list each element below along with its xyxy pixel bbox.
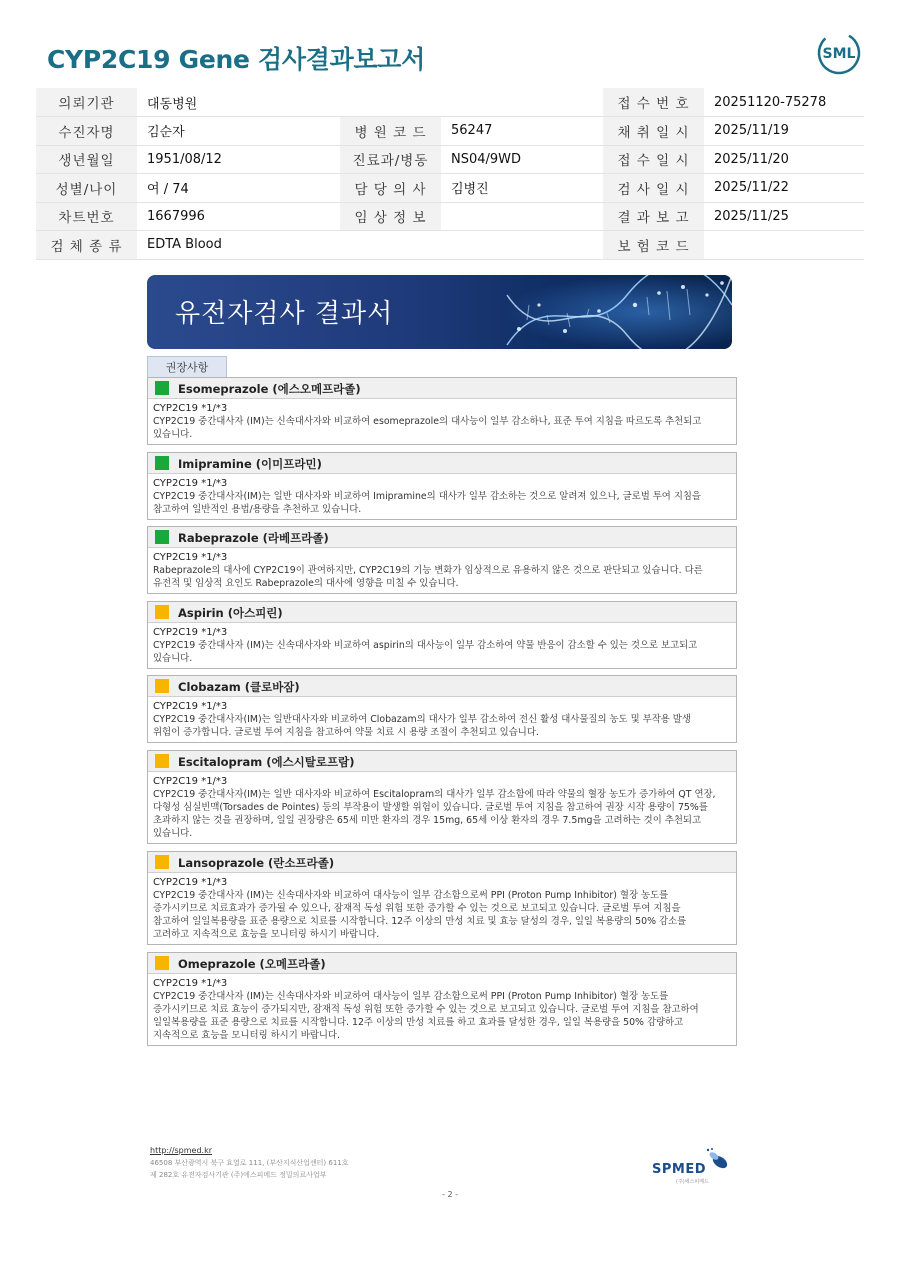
banner-title: 유전자검사 결과서 <box>175 299 394 329</box>
amber-status-square-icon <box>155 855 169 869</box>
info-label: 병 원 코 드 <box>340 117 441 146</box>
recommendations-tab: 권장사항 <box>147 356 227 378</box>
footer-link[interactable]: http://spmed.kr <box>150 1146 213 1155</box>
drug-card <box>147 750 737 844</box>
drug-genotype: CYP2C19 *1/*3 <box>153 877 228 888</box>
drug-card-header <box>148 852 736 873</box>
drug-name: Esomeprazole (에스오메프라졸) <box>178 382 361 396</box>
spmed-brand: SPMED <box>652 1162 706 1177</box>
footer-registration: 제 282호 유전자검사기관 (주)에스피메드 정밀의료사업부 <box>150 1171 327 1179</box>
drug-recommendation-text: CYP2C19 중간대사자 (IM)는 신속대사자와 비교하여 대사능이 일부 감소함으로써 PPI (Proton Pump Inhibitor) 혈장 농도를 증가시키므로 치료 효능이 증가되지만, 잠재적 독성 위험 또한 증가할 수 있는 것으로 보고되고 있습니다. 글로벌 투여 지침을 참고하여 일일복용량을 표준 용량으로 치료를 시작합니다. 12주 이상의 만성 치료를 하고 효과를 달성한 경우, 일일 복용량을 50% 감량하고 지속적으로 효능을 모니터링 하시기 바랍니다. <box>153 991 699 1041</box>
drug-card <box>147 675 737 743</box>
drug-name: Rabeprazole (라베프라졸) <box>178 531 329 545</box>
svg-text:SML: SML <box>822 46 856 62</box>
drug-card-body <box>148 772 736 843</box>
drug-card <box>147 952 737 1046</box>
info-value: 2025/11/22 <box>704 174 864 203</box>
drug-recommendation-text: CYP2C19 중간대사자 (IM)는 신속대사자와 비교하여 대사능이 일부 감소함으로써 PPI (Proton Pump Inhibitor) 혈장 농도를 증가시키므로 치료효과가 증가될 수 있으나, 잠재적 독성 위험 또한 증가할 수 있는 것으로 보고되고 있습니다. 글로벌 투여 지침을 참고하여 일일복용량을 표준 용량으로 치료를 시작합니다. 12주 이상의 만성 치료 및 효능 달성의 경우, 일일 복용량의 50% 감소를 고려하고 지속적으로 효능을 모니터링 하시기 바랍니다. <box>153 890 687 940</box>
drug-card-header <box>148 602 736 623</box>
info-value: EDTA Blood <box>137 231 340 260</box>
info-label: 보 험 코 드 <box>603 231 704 260</box>
drug-genotype: CYP2C19 *1/*3 <box>153 552 228 563</box>
report-title: CYP2C19 Gene 검사결과보고서 <box>47 45 425 74</box>
info-label: 임 상 정 보 <box>340 202 441 231</box>
amber-status-square-icon <box>155 679 169 693</box>
drug-card-header <box>148 751 736 772</box>
drug-card <box>147 601 737 669</box>
drug-card-body <box>148 399 736 444</box>
info-label: 접 수 일 시 <box>603 145 704 174</box>
drug-card-body <box>148 974 736 1045</box>
info-value: 대동병원 <box>137 88 340 117</box>
drug-card-body <box>148 474 736 519</box>
info-value: 2025/11/19 <box>704 117 864 146</box>
drug-recommendation-text: CYP2C19 중간대사자(IM)는 일반 대사자와 비교하여 Escitalopram의 대사가 일부 감소함에 따라 약물의 혈장 농도가 증가하여 QT 연장, 다형성 심실빈맥(Torsades de Pointes) 등의 부작용이 발생할 위험이 있습니다. 글로벌 투여 지침을 참고하여 권장 시작 용량이 75%를 초과하지 않는 것을 권장하며, 일일 권장량은 65세 미만 환자의 경우 15mg, 65세 이상 환자의 경우 7.5mg을 고려하는 것이 추천되고 있습니다. <box>153 789 716 839</box>
drug-genotype: CYP2C19 *1/*3 <box>153 776 228 787</box>
info-label: 진료과/병동 <box>340 145 441 174</box>
info-value <box>704 231 864 260</box>
green-status-square-icon <box>155 530 169 544</box>
drug-recommendation-text: CYP2C19 중간대사자(IM)는 일반 대사자와 비교하여 Imipramine의 대사가 일부 감소하는 것으로 알려져 있으나, 글로벌 투여 지침을 참고하여 일반적인 용법/용량을 추천하고 있습니다. <box>153 491 701 515</box>
drug-card-body <box>148 548 736 593</box>
info-value <box>441 231 603 260</box>
drug-card-body <box>148 623 736 668</box>
info-label: 생년월일 <box>36 145 137 174</box>
drug-name: Escitalopram (에스시탈로프람) <box>178 755 355 769</box>
info-label: 담 당 의 사 <box>340 174 441 203</box>
info-value: 56247 <box>441 117 603 146</box>
info-label: 의뢰기관 <box>36 88 137 117</box>
green-status-square-icon <box>155 456 169 470</box>
result-banner <box>147 275 732 349</box>
drug-recommendation-text: CYP2C19 중간대사자 (IM)는 신속대사자와 비교하여 aspirin의 대사능이 일부 감소하여 약물 반응이 감소할 수 있는 것으로 보고되고 있습니다. <box>153 640 698 664</box>
info-row <box>36 145 864 174</box>
info-value: 2025/11/25 <box>704 202 864 231</box>
info-label: 검 사 일 시 <box>603 174 704 203</box>
drug-card <box>147 452 737 520</box>
info-label: 결 과 보 고 <box>603 202 704 231</box>
drug-name: Aspirin (아스피린) <box>178 606 283 620</box>
info-label: 성별/나이 <box>36 174 137 203</box>
info-row <box>36 174 864 203</box>
info-label: 차트번호 <box>36 202 137 231</box>
info-row <box>36 88 864 117</box>
info-row <box>36 202 864 231</box>
info-row <box>36 117 864 146</box>
info-label: 검 체 종 류 <box>36 231 137 260</box>
amber-status-square-icon <box>155 754 169 768</box>
drug-card-body <box>148 697 736 742</box>
info-label: 채 취 일 시 <box>603 117 704 146</box>
drug-card <box>147 526 737 594</box>
drug-recommendation-text: CYP2C19 중간대사자(IM)는 일반대사자와 비교하여 Clobazam의 대사가 일부 감소하여 전신 활성 대사물질의 농도 및 부작용 발생 위험이 증가합니다. 글로벌 투여 지침을 참고하여 약물 치료 시 용량 조절이 추천되고 있습니다. <box>153 714 691 738</box>
info-label: 수진자명 <box>36 117 137 146</box>
info-label <box>340 231 441 260</box>
amber-status-square-icon <box>155 605 169 619</box>
drug-name: Omeprazole (오메프라졸) <box>178 957 326 971</box>
drug-genotype: CYP2C19 *1/*3 <box>153 701 228 712</box>
drug-card-header <box>148 953 736 974</box>
page-number: - 2 - <box>442 1190 458 1199</box>
green-status-square-icon <box>155 381 169 395</box>
drug-card-body <box>148 873 736 944</box>
info-value: 김병진 <box>441 174 603 203</box>
drug-genotype: CYP2C19 *1/*3 <box>153 478 228 489</box>
drug-genotype: CYP2C19 *1/*3 <box>153 627 228 638</box>
drug-card-header <box>148 453 736 474</box>
drug-recommendation-text: Rabeprazole의 대사에 CYP2C19이 관여하지만, CYP2C19의 기능 변화가 임상적으로 유용하지 않은 것으로 판단되고 있습니다. 다른 유전적 및 임상적 요인도 Rabeprazole의 대사에 영향을 미칠 수 있습니다. <box>153 565 703 589</box>
info-value: 2025/11/20 <box>704 145 864 174</box>
info-value: 1667996 <box>137 202 340 231</box>
drug-name: Lansoprazole (란소프라졸) <box>178 856 335 870</box>
info-value <box>441 88 603 117</box>
drug-name: Imipramine (이미프라민) <box>178 457 322 471</box>
sml-logo <box>816 30 862 76</box>
drug-card-header <box>148 378 736 399</box>
drug-card <box>147 851 737 945</box>
drug-card-header <box>148 676 736 697</box>
footer-address: 46508 부산광역시 북구 효열로 111, (부산지식산업센터) 611호 <box>150 1159 349 1167</box>
info-value: 1951/08/12 <box>137 145 340 174</box>
info-value: 김순자 <box>137 117 340 146</box>
info-value <box>441 202 603 231</box>
drug-card-header <box>148 527 736 548</box>
info-value: 20251120-75278 <box>704 88 864 117</box>
drug-recommendation-text: CYP2C19 중간대사자 (IM)는 신속대사자와 비교하여 esomeprazole의 대사능이 일부 감소하나, 표준 투여 지침을 따르도록 추천되고 있습니다. <box>153 416 702 440</box>
drug-genotype: CYP2C19 *1/*3 <box>153 978 228 989</box>
info-value: 여 / 74 <box>137 174 340 203</box>
patient-info-table <box>36 88 864 260</box>
amber-status-square-icon <box>155 956 169 970</box>
drug-card <box>147 377 737 445</box>
drug-name: Clobazam (클로바잠) <box>178 680 300 694</box>
info-value: NS04/9WD <box>441 145 603 174</box>
info-label <box>340 88 441 117</box>
drug-genotype: CYP2C19 *1/*3 <box>153 403 228 414</box>
info-row <box>36 231 864 260</box>
spmed-brand-sub: (주)에스피메드 <box>676 1179 709 1185</box>
info-label: 접 수 번 호 <box>603 88 704 117</box>
